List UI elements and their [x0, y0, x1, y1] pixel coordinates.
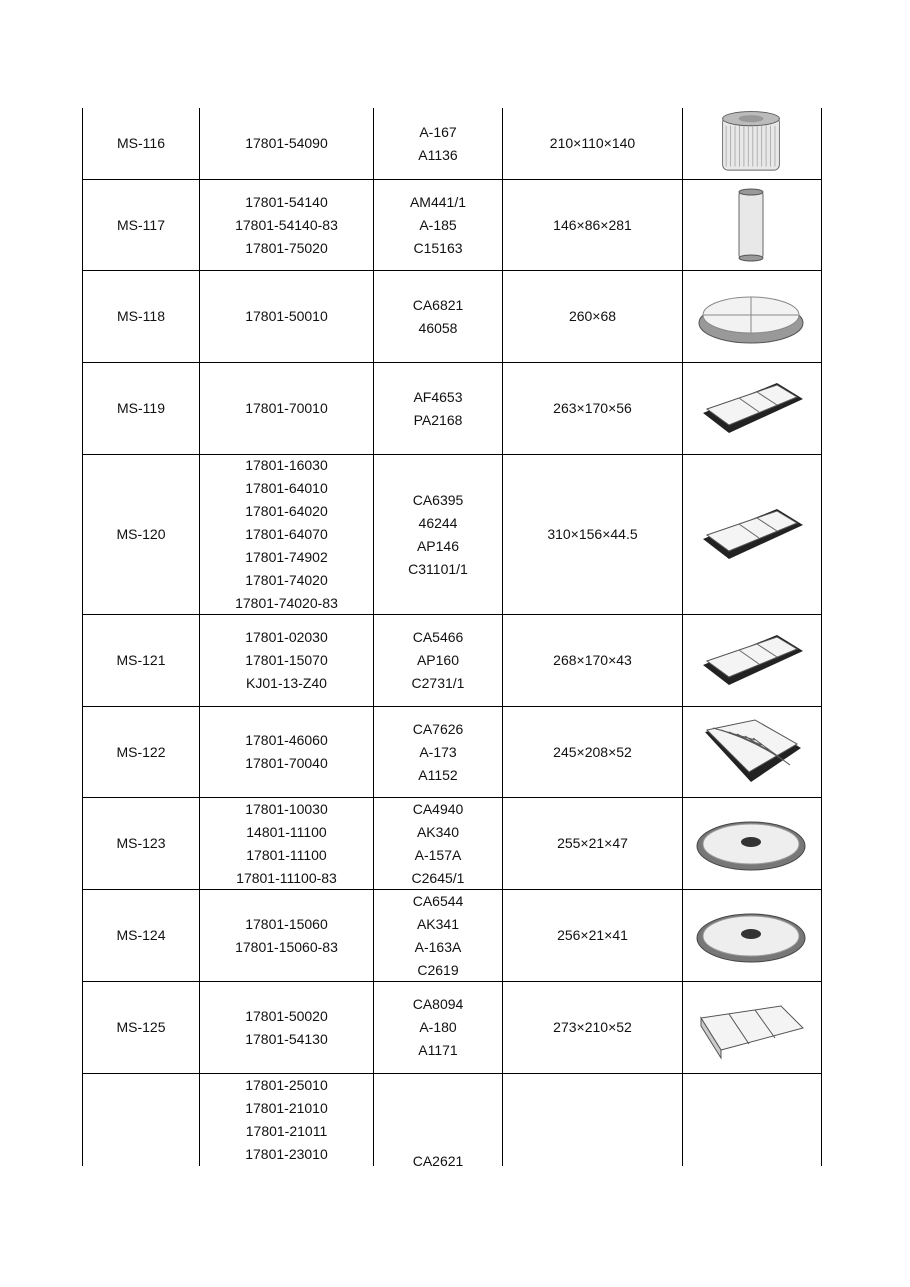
oem-numbers	[200, 108, 374, 179]
product-image	[683, 798, 819, 889]
model-number: MS-124	[83, 890, 200, 981]
cross-reference-number: A1136	[418, 146, 458, 163]
oem-number: 17801-74020	[245, 572, 328, 588]
cross-reference-number: AK340	[416, 823, 460, 840]
round-pan-filter-icon	[691, 277, 811, 357]
oem-number: 17801-74902	[245, 549, 328, 565]
cross-reference-number: A1171	[418, 1042, 458, 1058]
cross-reference-number: A-173	[419, 743, 457, 760]
table-row	[83, 798, 821, 890]
table-row	[83, 1074, 821, 1166]
product-image	[683, 108, 819, 179]
product-image	[683, 890, 819, 981]
dimensions	[503, 1074, 683, 1166]
cross-reference-numbers	[374, 363, 503, 454]
oem-number: 17801-46060	[245, 732, 328, 748]
dimensions: 263×170×56	[503, 363, 683, 454]
oem-number: 17801-74020-83	[235, 595, 338, 611]
model-number: MS-117	[83, 180, 200, 270]
product-image	[683, 1074, 819, 1166]
dimensions: 146×86×281	[503, 180, 683, 270]
oem-number: 17801-10030	[245, 800, 328, 817]
table-row	[83, 982, 821, 1074]
table-row	[83, 455, 821, 615]
cross-reference-numbers	[374, 707, 503, 797]
oem-number: 17801-64070	[245, 526, 328, 542]
oem-number: 17801-54140	[245, 193, 328, 210]
oem-number: 17801-70010	[245, 400, 328, 416]
oem-numbers	[200, 1074, 374, 1166]
dimensions: 210×110×140	[503, 108, 683, 179]
cross-reference-number: CA8094	[412, 996, 464, 1012]
cross-reference-number: CA7626	[412, 720, 464, 737]
cross-reference-number: A-163A	[414, 938, 462, 955]
parts-table	[82, 108, 822, 1166]
square-panel-filter-icon	[691, 988, 811, 1068]
cross-reference-numbers	[374, 271, 503, 362]
cross-reference-number: A-157A	[414, 846, 462, 863]
dimensions: 256×21×41	[503, 890, 683, 981]
dimensions: 273×210×52	[503, 982, 683, 1073]
model-number: MS-125	[83, 982, 200, 1073]
cross-reference-number: AK341	[416, 915, 460, 932]
pleated-panel-filter-icon	[691, 712, 811, 792]
oem-number: 17801-54140-83	[235, 216, 338, 233]
cross-reference-number: PA2168	[413, 411, 463, 428]
cross-reference-number: CA6395	[412, 491, 464, 508]
oem-number: 17801-11100	[246, 846, 327, 863]
dimensions: 255×21×47	[503, 798, 683, 889]
oem-number: 17801-16030	[245, 457, 328, 473]
oem-number: 17801-25010	[245, 1077, 328, 1093]
oem-number: 17801-02030	[245, 629, 328, 645]
oem-number: 17801-50020	[245, 1007, 328, 1024]
oem-number: 17801-70040	[245, 755, 328, 771]
cross-reference-number: AF4653	[413, 388, 463, 405]
cross-reference-number: C15163	[413, 239, 463, 256]
oem-numbers	[200, 707, 374, 797]
oem-numbers	[200, 271, 374, 362]
table-row	[83, 707, 821, 798]
oem-number: KJ01-13-Z40	[246, 675, 327, 691]
round-disc-filter-icon	[691, 804, 811, 884]
cross-reference-number: CA2621	[412, 1153, 464, 1166]
oem-number: 17801-50010	[245, 308, 328, 324]
model-number: MS-121	[83, 615, 200, 706]
oem-numbers	[200, 798, 374, 889]
cross-reference-numbers	[374, 982, 503, 1073]
panel-filter-icon	[691, 621, 811, 701]
model-number: MS-120	[83, 455, 200, 614]
cross-reference-number: AM441/1	[409, 193, 467, 210]
cross-reference-number: 46058	[418, 319, 458, 336]
cross-reference-numbers	[374, 798, 503, 889]
long-panel-filter-icon	[691, 495, 811, 575]
cross-reference-number: CA6544	[412, 892, 464, 909]
model-number: MS-123	[83, 798, 200, 889]
cross-reference-numbers	[374, 180, 503, 270]
table-row	[83, 180, 821, 271]
product-image	[683, 455, 819, 614]
product-image	[683, 363, 819, 454]
oem-number: 17801-54090	[245, 135, 328, 151]
oem-numbers	[200, 455, 374, 614]
cross-reference-number: A-180	[419, 1019, 457, 1035]
cross-reference-numbers	[374, 615, 503, 706]
table-row	[83, 108, 821, 180]
model-number: MS-119	[83, 363, 200, 454]
oem-number: 14801-11100	[246, 823, 327, 840]
cross-reference-numbers	[374, 455, 503, 614]
model-number: MS-122	[83, 707, 200, 797]
product-image	[683, 707, 819, 797]
cross-reference-number: C2619	[417, 961, 459, 978]
cross-reference-number: A-167	[419, 123, 457, 140]
table-row	[83, 890, 821, 982]
dimensions: 245×208×52	[503, 707, 683, 797]
cross-reference-number: A-185	[419, 216, 457, 233]
cross-reference-number: A1152	[418, 766, 458, 783]
cross-reference-number: C31101/1	[408, 560, 468, 577]
oem-number: 17801-64020	[245, 503, 328, 519]
cross-reference-number: AP160	[416, 652, 460, 668]
oem-number: 17801-21010	[245, 1100, 328, 1116]
cross-reference-number: C2645/1	[411, 869, 465, 886]
cross-reference-number: 46244	[418, 514, 458, 531]
oem-number: 17801-75020	[245, 239, 328, 256]
dimensions: 260×68	[503, 271, 683, 362]
cross-reference-number: CA6821	[412, 296, 464, 313]
cross-reference-numbers	[374, 108, 503, 179]
dimensions: 310×156×44.5	[503, 455, 683, 614]
tall-cylinder-filter-icon	[691, 185, 811, 265]
cross-reference-numbers	[374, 1074, 503, 1166]
oem-number: 17801-15060	[245, 915, 328, 932]
oem-numbers	[200, 363, 374, 454]
oem-number: 17801-15060-83	[235, 938, 338, 955]
oem-numbers	[200, 982, 374, 1073]
product-image	[683, 180, 819, 270]
oem-number: 17801-54130	[245, 1030, 328, 1047]
oem-number: 17801-15070	[245, 652, 328, 668]
product-image	[683, 615, 819, 706]
product-image	[683, 982, 819, 1073]
oem-number: 17801-11100-83	[236, 869, 337, 886]
oem-number: 17801-21011	[245, 1123, 328, 1139]
oem-number: 17801-23010	[245, 1146, 328, 1162]
cross-reference-number: AP146	[416, 537, 460, 554]
cross-reference-numbers	[374, 890, 503, 981]
table-row	[83, 363, 821, 455]
round-disc-filter-icon	[691, 896, 811, 976]
oem-numbers	[200, 180, 374, 270]
cross-reference-number: C2731/1	[411, 675, 465, 691]
oem-number: 17801-64010	[245, 480, 328, 496]
oem-numbers	[200, 890, 374, 981]
table-row	[83, 615, 821, 707]
model-number	[83, 1074, 200, 1166]
model-number: MS-116	[83, 108, 200, 179]
dimensions: 268×170×43	[503, 615, 683, 706]
product-image	[683, 271, 819, 362]
model-number: MS-118	[83, 271, 200, 362]
cross-reference-number: CA4940	[412, 800, 464, 817]
table-row	[83, 271, 821, 363]
oem-numbers	[200, 615, 374, 706]
cross-reference-number: CA5466	[412, 629, 464, 645]
round-cylinder-filter-icon	[691, 108, 811, 179]
panel-filter-icon	[691, 369, 811, 449]
